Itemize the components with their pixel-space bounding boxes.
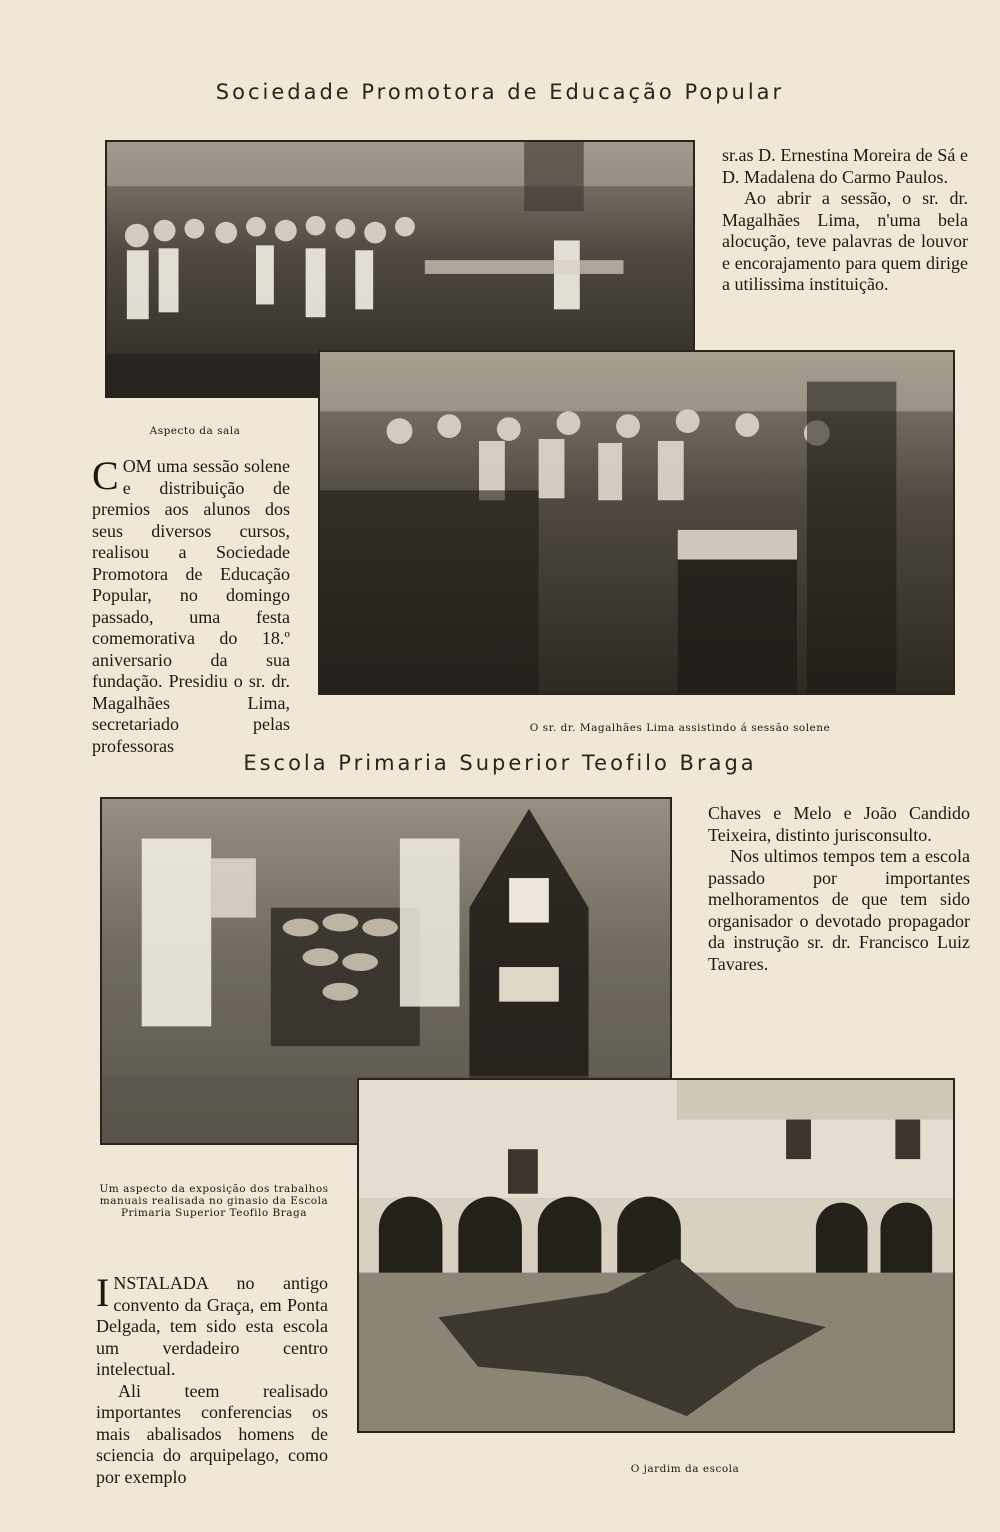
section-title-sociedade: Sociedade Promotora de Educação Popular	[215, 80, 785, 104]
caption-exposicao: Um aspecto da exposição dos trabalhos manuais realisada no ginasio da Escola Primaria Superior Teofilo Braga	[99, 1183, 329, 1219]
photo-jardim-da-escola	[357, 1078, 955, 1433]
paragraph: Chaves e Melo e João Candido Teixeira, distinto jurisconsulto.	[708, 803, 970, 845]
drop-cap: C	[92, 453, 119, 498]
article-sociedade-left-column	[92, 453, 290, 757]
paragraph: Nos ultimos tempos tem a escola passado por importantes melhoramentos de que tem sido organisador o devotado propagador da instrução sr. dr. Francisco Luiz Tavares.	[708, 846, 970, 974]
article-escola-right-column	[708, 803, 970, 975]
article-sociedade-right-column	[722, 145, 968, 296]
caption-aspecto-da-sala: Aspecto da sala	[149, 425, 241, 437]
paragraph: Ao abrir a sessão, o sr. dr. Magalhães Lima, n'uma bela alocução, teve palavras de louvor e encorajamento para quem dirige a utilissima instituição.	[722, 188, 968, 294]
caption-jardim: O jardim da escola	[630, 1463, 740, 1475]
paragraph: NSTALADA no antigo convento da Graça, em Ponta Delgada, tem sido esta escola um verdadeiro centro intelectual.	[96, 1273, 328, 1379]
photo-magalhaes-lima-sessao	[318, 350, 955, 695]
paragraph: OM uma sessão solene e distribuição de premios aos alunos dos seus diversos cursos, realisou a Sociedade Promotora de Educação Popular, no domingo passado, uma festa comemorativa do 18.º aniversario da sua fundação. Presidiu o sr. dr. Magalhães Lima, secretariado pelas professoras	[92, 456, 290, 756]
drop-cap: I	[96, 1270, 110, 1315]
paragraph: Ali teem realisado importantes conferencias os mais abalisados homens de sciencia do arquipelago, como por exemplo	[96, 1380, 328, 1487]
paragraph: sr.as D. Ernestina Moreira de Sá e D. Madalena do Carmo Paulos.	[722, 145, 968, 187]
section-title-escola: Escola Primaria Superior Teofilo Braga	[243, 751, 757, 775]
article-escola-left-column	[96, 1270, 328, 1488]
caption-magalhaes-lima: O sr. dr. Magalhães Lima assistindo á sessão solene	[529, 722, 831, 734]
